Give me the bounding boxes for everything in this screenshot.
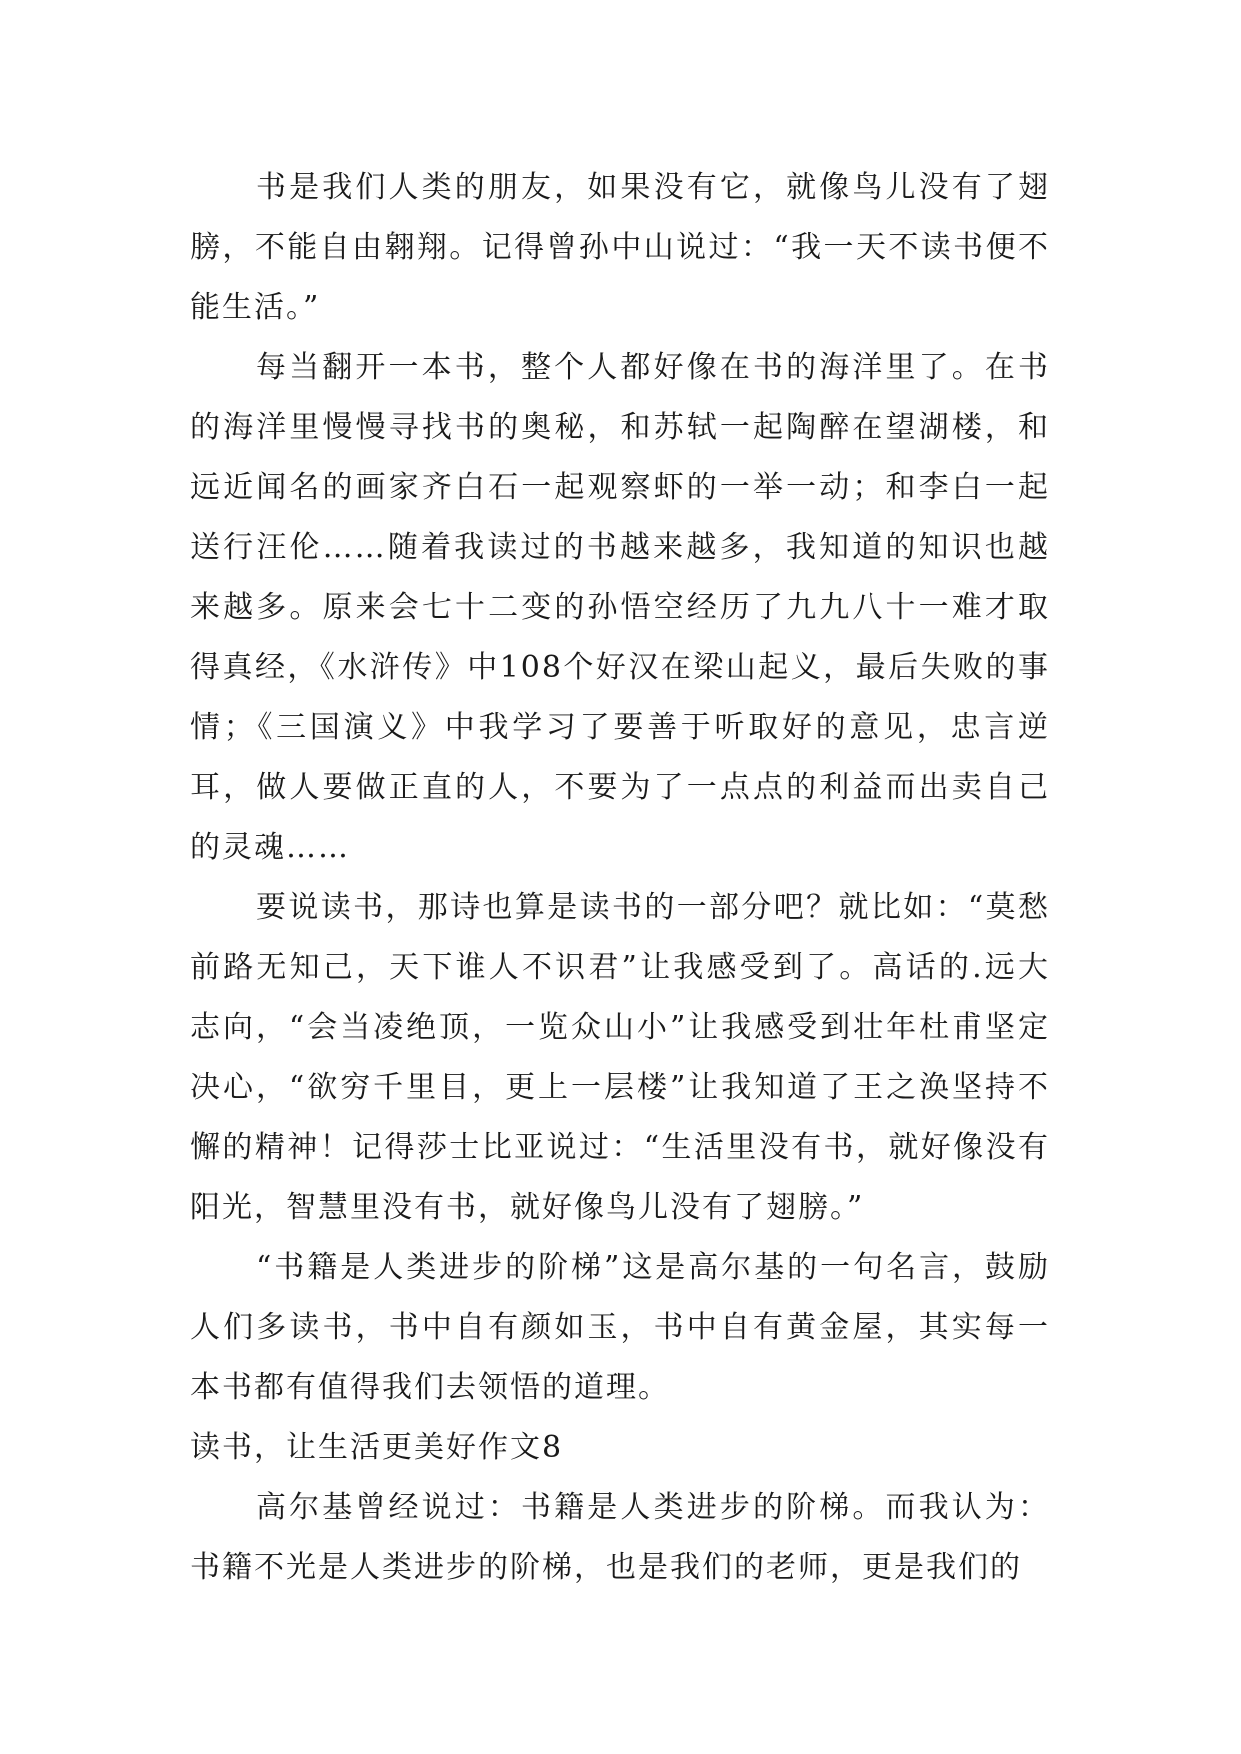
paragraph-3: 要说读书，那诗也算是读书的一部分吧？就比如：“莫愁前路无知己，天下谁人不识君”让我感受到了。高话的.远大志向，“会当凌绝顶，一览众山小”让我感受到壮年杜甫坚定决心，“欲穷千里目，更上一层楼”让我知道了王之涣坚持不懈的精神！记得莎士比亚说过：“生活里没有书，就好像没有阳光，智慧里没有书，就好像鸟儿没有了翅膀。” — [190, 890, 1050, 1225]
paragraph-2: 每当翻开一本书，整个人都好像在书的海洋里了。在书的海洋里慢慢寻找书的奥秘，和苏轼一起陶醉在望湖楼，和远近闻名的画家齐白石一起观察虾的一举一动；和李白一起送行汪伦……随着我读过的书越来越多，我知道的知识也越来越多。原来会七十二变的孙悟空经历了九九八十一难才取得真经，《水浒传》中108个好汉在梁山起义，最后失败的事情；《三国演义》中我学习了要善于听取好的意见，忠言逆耳，做人要做正直的人，不要为了一点点的利益而出卖自己的灵魂…… — [190, 350, 1050, 865]
paragraph-4: “书籍是人类进步的阶梯”这是高尔基的一句名言，鼓励人们多读书，书中自有颜如玉，书中自有黄金屋，其实每一本书都有值得我们去领悟的道理。 — [190, 1250, 1050, 1405]
section-heading: 读书，让生活更美好作文8 — [190, 1430, 564, 1465]
document-body — [190, 158, 1050, 1598]
paragraph-5: 高尔基曾经说过：书籍是人类进步的阶梯。而我认为：书籍不光是人类进步的阶梯，也是我们的老师，更是我们的 — [190, 1490, 1050, 1585]
paragraph-1: 书是我们人类的朋友，如果没有它，就像鸟儿没有了翅膀，不能自由翱翔。记得曾孙中山说过：“我一天不读书便不能生活。” — [190, 170, 1050, 325]
